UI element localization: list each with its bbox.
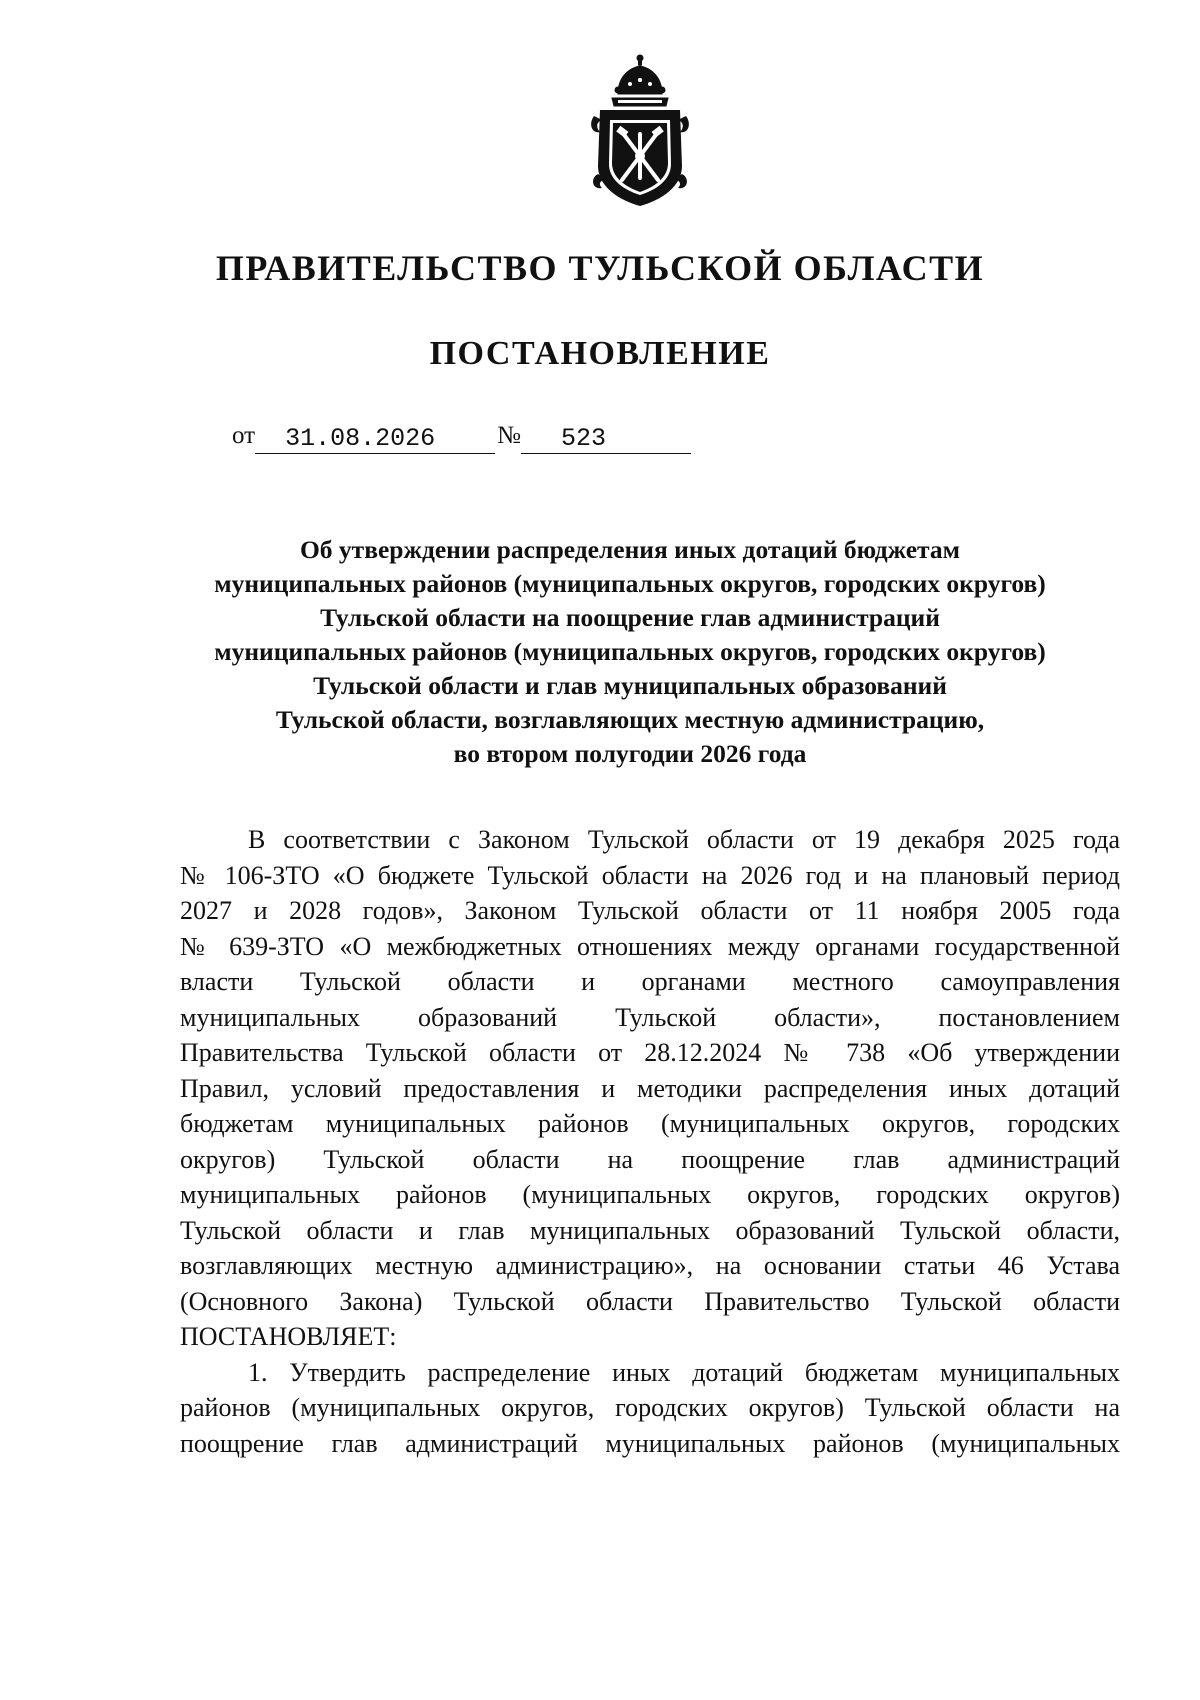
body-line: бюджетам муниципальных районов (муниципальных округов, городских bbox=[180, 1109, 1120, 1138]
subject-line: муниципальных районов (муниципальных округов, городских округов) bbox=[214, 569, 1046, 598]
body-line: Правил, условий предоставления и методики распределения иных дотаций bbox=[180, 1073, 1120, 1103]
subject-line: Об утверждении распределения иных дотаций бюджетам bbox=[299, 535, 961, 564]
document-date: 31.08.2026 bbox=[255, 424, 495, 454]
body-line: № 106-ЗТО «О бюджете Тульской области на 2026 год и на плановый период bbox=[180, 860, 1120, 890]
body-line: Правительства Тульской области от 28.12.2024 № 738 «Об утверждении bbox=[180, 1038, 1120, 1067]
body-line: № 639-ЗТО «О межбюджетных отношениях между органами государственной bbox=[180, 931, 1120, 961]
body-line: Тульской области и глав муниципальных образований Тульской области, bbox=[180, 1215, 1120, 1245]
date-number-line bbox=[232, 418, 691, 454]
number-prefix-label: № bbox=[497, 422, 521, 449]
body-line: районов (муниципальных округов, городских округов) Тульской области на bbox=[180, 1393, 1120, 1422]
document-number: 523 bbox=[521, 424, 691, 454]
subject-line: Тульской области, возглавляющих местную администрацию, bbox=[275, 705, 985, 734]
body-line: 2027 и 2028 годов», Законом Тульской области от 11 ноября 2005 года bbox=[180, 896, 1120, 925]
subject-line: Тульской области на поощрение глав администраций bbox=[320, 603, 940, 632]
coat-of-arms-emblem bbox=[588, 54, 692, 208]
body-line: (Основного Закона) Тульской области Правительство Тульской области bbox=[180, 1286, 1120, 1316]
body-line: 1. Утвердить распределение иных дотаций бюджетам муниципальных bbox=[248, 1357, 1120, 1387]
body-line: В соответствии с Законом Тульской области от 19 декабря 2025 года bbox=[248, 825, 1120, 854]
body-line: муниципальных образований Тульской области», постановлением bbox=[180, 1002, 1120, 1032]
body-line: возглавляющих местную администрацию», на основании статьи 46 Устава bbox=[180, 1251, 1120, 1280]
subject-line: Тульской области и глав муниципальных образований bbox=[313, 671, 947, 700]
date-prefix-label: от bbox=[232, 422, 256, 449]
body-line: округов) Тульской области на поощрение глав администраций bbox=[180, 1144, 1120, 1174]
body-line: муниципальных районов (муниципальных округов, городских округов) bbox=[180, 1180, 1120, 1209]
body-line: ПОСТАНОВЛЯЕТ: bbox=[180, 1322, 397, 1351]
subject-line: во втором полугодии 2026 года bbox=[453, 739, 807, 768]
subject-line: муниципальных районов (муниципальных округов, городских округов) bbox=[214, 637, 1046, 666]
document-type-heading: ПОСТАНОВЛЕНИЕ bbox=[429, 335, 771, 372]
body-line: власти Тульской области и органами местного самоуправления bbox=[180, 967, 1120, 996]
document-body bbox=[180, 822, 1120, 1461]
body-line: поощрение глав администраций муниципальных районов (муниципальных bbox=[180, 1428, 1120, 1458]
government-title: ПРАВИТЕЛЬСТВО ТУЛЬСКОЙ ОБЛАСТИ bbox=[215, 248, 985, 288]
document-subject bbox=[130, 533, 1130, 771]
